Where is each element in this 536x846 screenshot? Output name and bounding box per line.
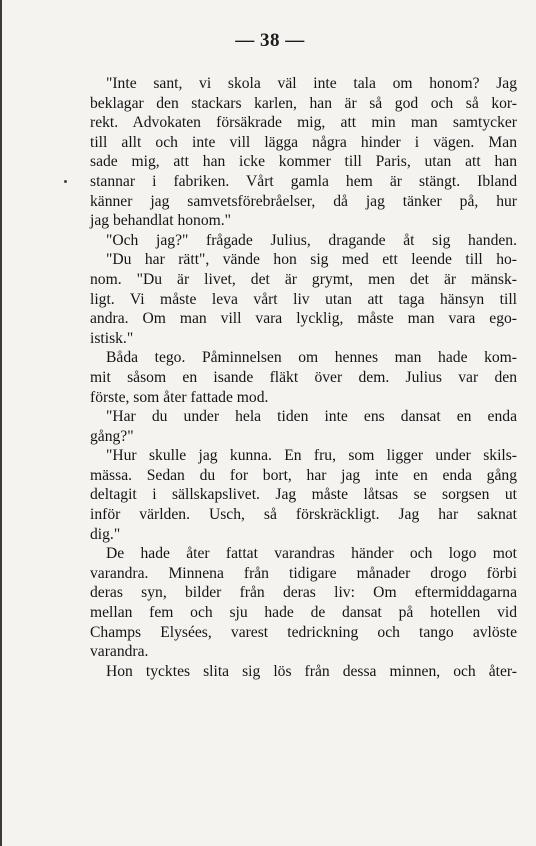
text-line: nom. "Du är livet, det är grymt, men det är mänsk- [90,270,517,288]
text-line: "Inte sant, vi skola väl inte tala om honom? Jag [106,75,517,92]
text-line: istisk." [90,329,134,347]
text-line: beklagar den stackars karlen, han är så god och så kor- [90,94,517,112]
text-line: deltagit i sällskapslivet. Jag måste låtsas se sorgsen ut [90,486,517,504]
text-line: gång?" [90,427,134,445]
text-line: dig." [90,525,121,543]
body-text [90,74,517,681]
text-line: varandra. Minnena från tidigare månader drogo förbi [90,564,517,582]
text-line: jag behandlat honom." [90,212,232,230]
text-line: mit såsom en isande fläkt över dem. Julius var den [90,368,517,386]
text-line: "Och jag?" frågade Julius, dragande åt sig handen. [106,231,517,249]
text-line: till allt och inte vill lägga några hinder i vägen. Man [90,133,517,151]
text-line: "Du har rätt", vände hon sig med ett leende till ho- [106,251,517,269]
text-line: "Har du under hela tiden inte ens dansat en enda [106,408,517,426]
page-number: — 38 — [235,30,305,51]
text-line: mellan fem och sju hade de dansat på hotellen vid [90,604,517,622]
text-line: andra. Om man vill vara lycklig, måste man vara ego- [90,310,517,328]
text-line: förste, som åter fattade mod. [90,388,269,406]
text-line: rekt. Advokaten försäkrade mig, att min man samtycker [90,114,517,132]
text-line: mässa. Sedan du for bort, har jag inte en enda gång [90,466,517,484]
text-line: varandra. [90,643,149,661]
text-line: deras syn, bilder från deras liv: Om eftermiddagarna [90,584,517,602]
text-line: stannar i fabriken. Vårt gamla hem är stängt. Ibland [90,172,517,190]
text-line: känner jag samvetsförebråelser, då jag tänker på, hur [90,192,517,210]
margin-speck [64,180,67,183]
text-line: ligt. Vi måste leva vårt liv utan att taga hänsyn till [90,290,517,308]
text-line: sade mig, att han icke kommer till Paris, utan att han [90,153,517,171]
text-line: "Hur skulle jag kunna. En fru, som ligger under skils- [106,447,517,465]
text-line: Hon tycktes slita sig lös från dessa minnen, och åter- [106,662,517,680]
text-line: De hade åter fattat varandras händer och logo mot [106,545,517,563]
text-line: inför världen. Usch, så förskräckligt. Jag har saknat [90,506,517,524]
text-line: Båda tego. Påminnelsen om hennes man hade kom- [106,349,517,367]
text-line: Champs Elysées, varest tedrickning och tango avlöste [90,623,517,641]
